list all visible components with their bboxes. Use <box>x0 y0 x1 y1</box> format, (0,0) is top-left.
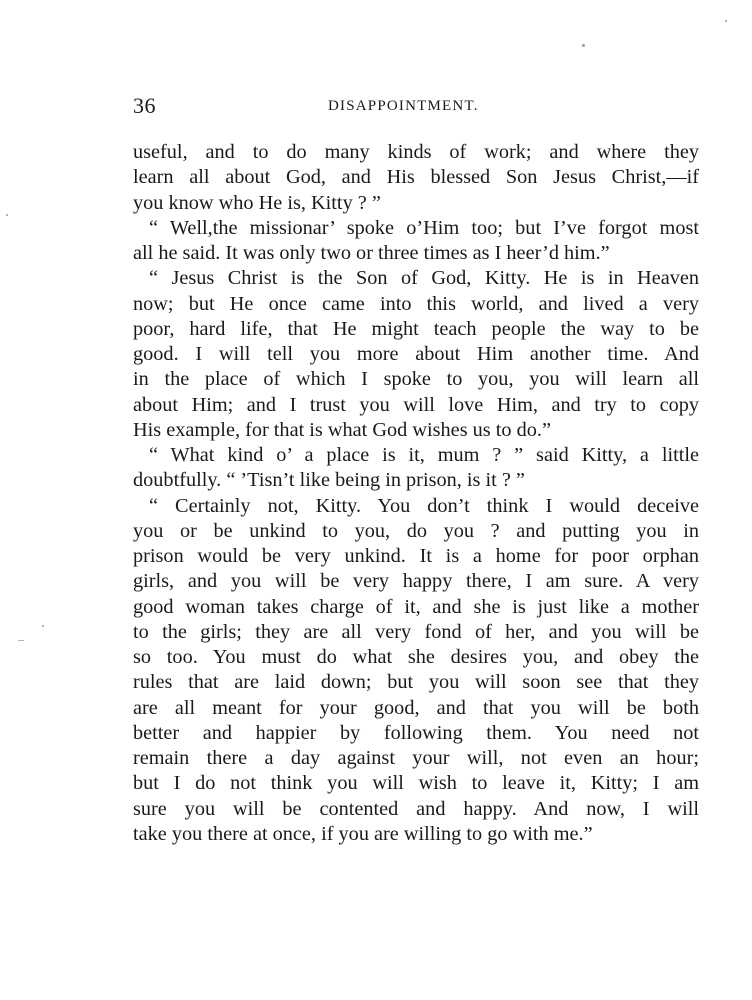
text-line: so too. You must do what she desires you, and obey the <box>133 646 699 668</box>
text-line: His example, for that is what God wishes us to do.” <box>133 418 551 441</box>
running-head <box>133 93 699 123</box>
text-line: about Him; and I trust you will love Him, and try to copy <box>133 393 699 416</box>
text-line: but I do not think you will wish to leave it, Kitty; I am <box>133 772 699 795</box>
text-line: remain there a day against your will, not even an hour; <box>133 747 699 769</box>
text-line: prison would be very unkind. It is a home for poor orphan <box>133 545 699 567</box>
text-line: you know who He is, Kitty ? ” <box>133 191 381 214</box>
text-line: “ Certainly not, Kitty. You don’t think I would deceive <box>149 494 699 517</box>
scan-mark <box>18 640 24 641</box>
text-line: in the place of which I spoke to you, you will learn all <box>133 368 699 391</box>
scan-speck <box>725 20 727 22</box>
text-line: take you there at once, if you are willing to go with me.” <box>133 822 593 845</box>
running-title: DISAPPOINTMENT. <box>328 98 479 114</box>
text-line: doubtfully. “ ’Tisn’t like being in prison, is it ? ” <box>133 469 525 492</box>
text-line: sure you will be contented and happy. And now, I will <box>133 797 699 820</box>
text-line: “ Well,the missionar’ spoke o’Him too; but I’ve forgot most <box>149 216 699 239</box>
text-line: good woman takes charge of it, and she is just like a mother <box>133 595 699 618</box>
text-line: poor, hard life, that He might teach people the way to be <box>133 317 699 340</box>
text-line: good. I will tell you more about Him another time. And <box>133 343 699 365</box>
text-line: rules that are laid down; but you will soon see that they <box>133 671 699 694</box>
text-line: “ Jesus Christ is the Son of God, Kitty. He is in Heaven <box>149 267 699 290</box>
text-line: better and happier by following them. You need not <box>133 721 699 744</box>
scan-speck <box>42 625 44 627</box>
body-text <box>133 140 699 847</box>
text-line: now; but He once came into this world, and lived a very <box>133 292 699 315</box>
text-line: learn all about God, and His blessed Son Jesus Christ,—if <box>133 166 699 189</box>
scan-speck <box>6 214 8 216</box>
text-line: useful, and to do many kinds of work; and where they <box>133 141 699 163</box>
text-line: you or be unkind to you, do you ? and putting you in <box>133 519 699 542</box>
text-line: girls, and you will be very happy there, I am sure. A very <box>133 570 699 593</box>
text-line: “ What kind o’ a place is it, mum ? ” said Kitty, a little <box>149 444 699 466</box>
text-line: all he said. It was only two or three times as I heer’d him.” <box>133 242 610 264</box>
text-line: to the girls; they are all very fond of her, and you will be <box>133 620 699 643</box>
scan-speck <box>582 44 585 47</box>
page-number: 36 <box>133 93 156 118</box>
text-line: are all meant for your good, and that you will be both <box>133 696 699 719</box>
